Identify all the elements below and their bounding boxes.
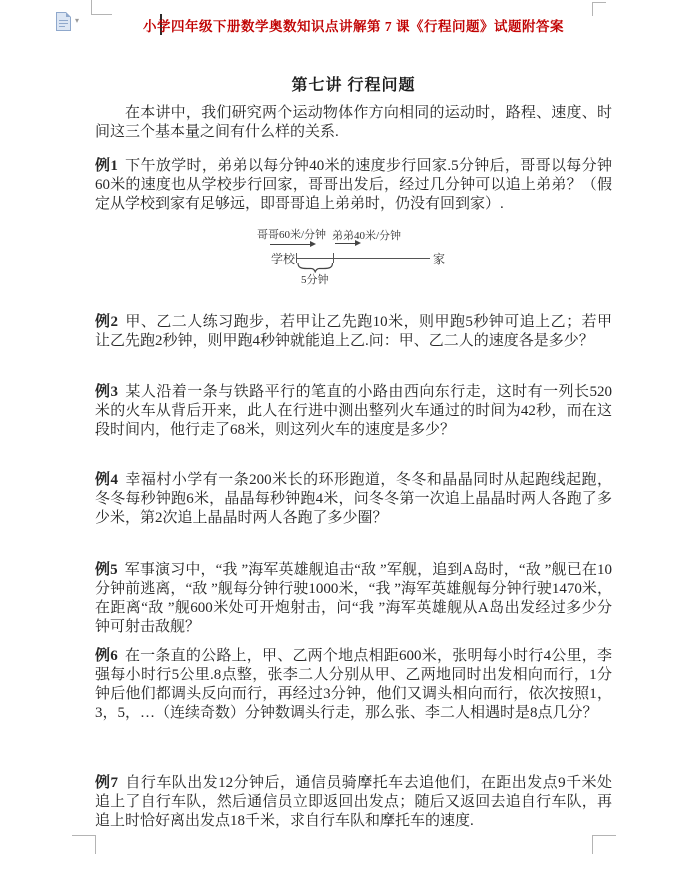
home-label: 家 <box>433 252 446 266</box>
problem-6-label: 例6 <box>95 648 118 664</box>
problem-1-diagram <box>130 226 470 290</box>
problem-5-label: 例5 <box>95 562 118 578</box>
didi-direction-arrow-icon <box>335 243 359 244</box>
document-header-title: 小学四年级下册数学奥数知识点讲解第 7 课《行程问题》试题附答案 <box>143 19 564 34</box>
problem-2-label: 例2 <box>95 314 118 330</box>
page-icon <box>56 12 71 31</box>
problem-2-text: 甲、乙二人练习跑步，若甲让乙先跑10米，则甲跑5秒钟可追上乙；若甲让乙先跑2秒钟，则甲跑4秒钟就能追上乙.问：甲、乙二人的速度各是多少？ <box>95 314 612 349</box>
problem-3 <box>95 383 612 440</box>
problem-1-label: 例1 <box>95 158 118 174</box>
five-minutes-label: 5分钟 <box>301 274 329 286</box>
problem-4-text: 幸福村小学有一条200米长的环形跑道，冬冬和晶晶同时从起跑线起跑，冬冬每秒钟跑6米，晶晶每秒钟跑4米，问冬冬第一次追上晶晶时两人各跑了多少米，第2次追上晶晶时两人各跑了多少圈？ <box>95 472 612 526</box>
problem-5 <box>95 561 612 637</box>
problem-6 <box>95 647 612 723</box>
problem-4 <box>95 471 612 528</box>
problem-5-text: 军事演习中，“我 ”海军英雄舰追击“敌 ”军舰，追到A岛时，“敌 ”舰已在10分钟前逃离，“敌 ”舰每分钟行驶1000米，“我 ”海军英雄舰每分钟行驶1470米，在距离“敌 ”舰600米处可开炮射击，问“我 ”海军英雄舰从A岛出发经过多少分钟可射击敌舰？ <box>95 562 612 635</box>
problem-7 <box>95 774 612 831</box>
intro-paragraph: 在本讲中，我们研究两个运动物体作方向相同的运动时，路程、速度、时间这三个基本量之间有什么样的关系. <box>95 105 612 140</box>
didi-speed-label: 弟弟40米/分钟 <box>332 230 402 242</box>
gege-direction-arrow-icon <box>270 244 314 245</box>
crop-mark-top-left <box>91 0 112 15</box>
crop-mark-bottom-left <box>72 835 96 854</box>
problem-1 <box>95 157 612 214</box>
problem-6-text: 在一条直的公路上，甲、乙两个地点相距600米，张明每小时行4公里，李强每小时行5公里.8点整，张李二人分别从甲、乙两地同时出发相向而行，1分钟后他们都调头反向而行，再经过3分钟，他们又调头相向而行，依次按照1，3，5，…（连续奇数）分钟数调头行走，那么张、李二人相遇时是8点几分？ <box>95 648 612 721</box>
problem-3-label: 例3 <box>95 384 118 400</box>
problem-1-text: 下午放学时，弟弟以每分钟40米的速度步行回家.5分钟后，哥哥以每分钟60米的速度也从学校步行回家，哥哥出发后，经过几分钟可以追上弟弟？（假定从学校到家有足够远，即哥哥追上弟弟时，仍没有回到家）. <box>95 158 612 212</box>
dropdown-arrow-icon[interactable]: ▾ <box>75 16 80 25</box>
section-title: 第七讲 行程问题 <box>291 77 416 94</box>
gege-speed-label: 哥哥60米/分钟 <box>257 229 327 241</box>
crop-mark-bottom-right <box>592 835 616 854</box>
school-label: 学校 <box>271 252 296 266</box>
problem-4-label: 例4 <box>95 472 118 488</box>
problem-2 <box>95 313 612 351</box>
problem-7-label: 例7 <box>95 775 118 791</box>
crop-mark-top-right <box>592 2 606 16</box>
problem-3-text: 某人沿着一条与铁路平行的笔直的小路由西向东行走，这时有一列长520米的火车从背后开来，此人在行进中测出整列火车通过的时间为42秒，而在这段时间内，他行走了68米，则这列火车的速度是多少？ <box>95 384 612 438</box>
route-line <box>296 258 430 259</box>
document-options-button[interactable] <box>56 12 90 32</box>
problem-7-text: 自行车队出发12分钟后，通信员骑摩托车去追他们，在距出发点9千米处追上了自行车队，然后通信员立即返回出发点；随后又返回去追自行车队，再追上时恰好离出发点18千米，求自行车队和摩托车的速度. <box>95 775 612 829</box>
